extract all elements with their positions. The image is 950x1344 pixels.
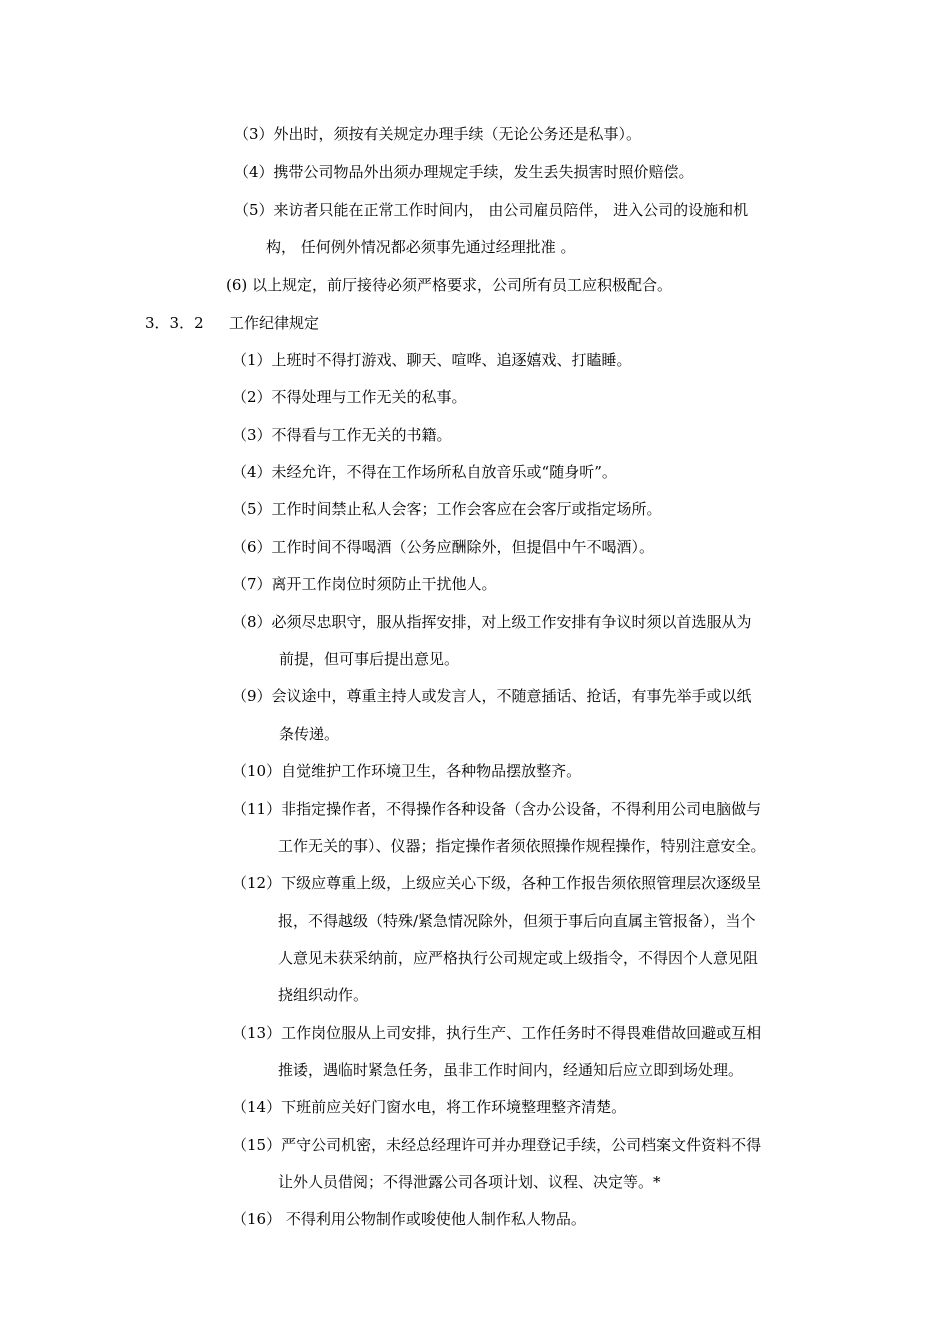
rule-work-9-line1: （9）会议途中，尊重主持人或发言人，不随意插话、抢话，有事先举手或以纸 — [232, 687, 752, 705]
rule-work-10: （10）自觉维护工作环境卫生，各种物品摆放整齐。 — [232, 762, 582, 780]
section-number: 3．3．2 — [145, 314, 204, 332]
rule-work-8-line1: （8）必须尽忠职守，服从指挥安排，对上级工作安排有争议时须以首选服从为 — [232, 613, 752, 631]
rule-visitor-5-line2: 构， 任何例外情况都必须事先通过经理批准 。 — [266, 238, 576, 256]
rule-work-5: （5）工作时间禁止私人会客；工作会客应在会客厅或指定场所。 — [232, 500, 662, 518]
rule-work-2: （2）不得处理与工作无关的私事。 — [232, 388, 467, 406]
rule-work-12-line3: 人意见未获采纳前，应严格执行公司规定或上级指令，不得因个人意见阻 — [278, 949, 759, 967]
rule-visitor-4: （4）携带公司物品外出须办理规定手续，发生丢失损害时照价赔偿。 — [234, 163, 694, 181]
section-title: 工作纪律规定 — [229, 314, 320, 332]
rule-work-12-line1: （12）下级应尊重上级，上级应关心下级，各种工作报告须依照管理层次逐级呈 — [232, 874, 762, 892]
rule-work-12-line2: 报，不得越级（特殊/紧急情况除外，但须于事后向直属主管报备），当个 — [278, 912, 756, 930]
rule-work-13-line1: （13）工作岗位服从上司安排，执行生产、工作任务时不得畏难借故回避或互相 — [232, 1024, 762, 1042]
rule-visitor-6: (6) 以上规定，前厅接待必须严格要求，公司所有员工应积极配合。 — [226, 276, 673, 294]
rule-work-1: （1）上班时不得打游戏、聊天、喧哗、追逐嬉戏、打瞌睡。 — [232, 351, 632, 369]
rule-work-15-line2: 让外人员借阅；不得泄露公司各项计划、议程、决定等。* — [278, 1173, 661, 1191]
rule-work-8-line2: 前提，但可事后提出意见。 — [279, 650, 460, 668]
rule-work-14: （14）下班前应关好门窗水电，将工作环境整理整齐清楚。 — [232, 1098, 627, 1116]
rule-work-15-line1: （15）严守公司机密，未经总经理许可并办理登记手续，公司档案文件资料不得 — [232, 1136, 762, 1154]
rule-work-6: （6）工作时间不得喝酒（公务应酬除外，但提倡中午不喝酒）。 — [232, 538, 655, 556]
rule-visitor-5-line1: （5）来访者只能在正常工作时间内， 由公司雇员陪伴， 进入公司的设施和机 — [234, 201, 749, 219]
rule-work-12-line4: 挠组织动作。 — [278, 986, 369, 1004]
rule-work-11-line2: 工作无关的事）、仪器；指定操作者须依照操作规程操作，特别注意安全。 — [278, 837, 766, 855]
rule-visitor-3: （3）外出时，须按有关规定办理手续（无论公务还是私事）。 — [234, 125, 642, 143]
rule-work-3: （3）不得看与工作无关的书籍。 — [232, 426, 452, 444]
rule-work-4: （4）未经允许，不得在工作场所私自放音乐或“随身听”。 — [232, 463, 617, 481]
rule-work-11-line1: （11）非指定操作者，不得操作各种设备（含办公设备，不得利用公司电脑做与 — [232, 800, 762, 818]
section-heading — [145, 313, 319, 333]
rule-work-9-line2: 条传递。 — [279, 725, 340, 743]
rule-work-7: （7）离开工作岗位时须防止干扰他人。 — [232, 575, 497, 593]
rule-work-16: （16） 不得利用公物制作或唆使他人制作私人物品。 — [232, 1210, 586, 1228]
rule-work-13-line2: 推诿，遇临时紧急任务，虽非工作时间内，经通知后应立即到场处理。 — [278, 1061, 744, 1079]
